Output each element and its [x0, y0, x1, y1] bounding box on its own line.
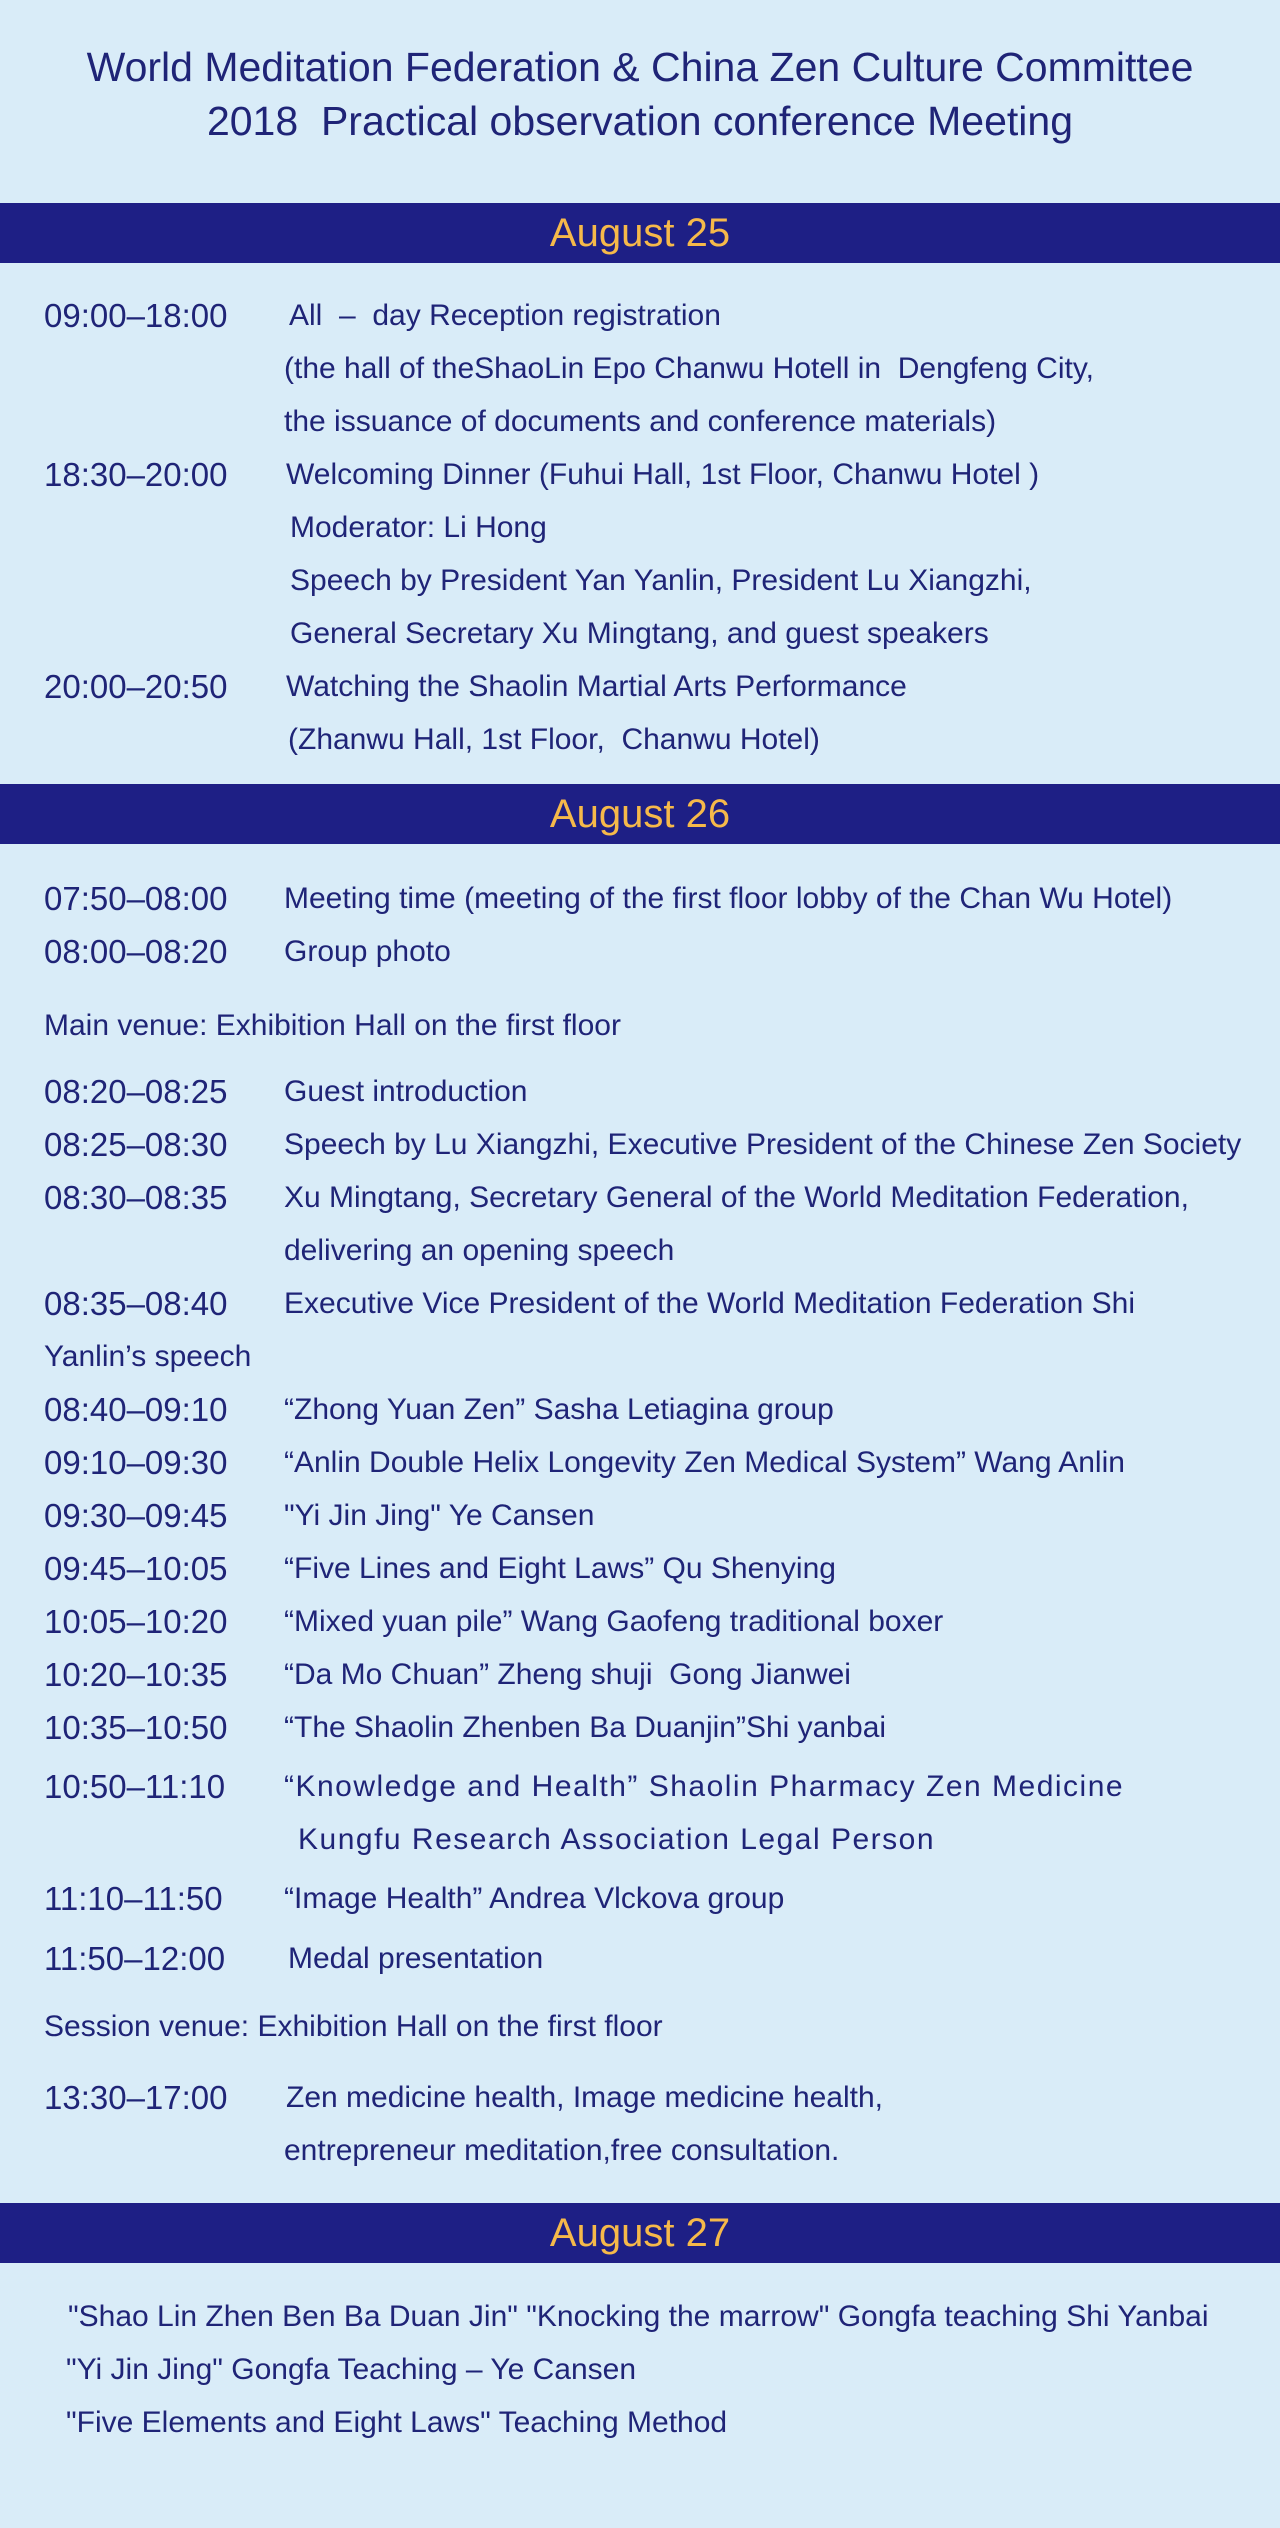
day-header-aug27: August 27	[0, 2203, 1280, 2263]
schedule-time: 10:35–10:50	[44, 1709, 228, 1746]
schedule-description: All – day Reception registration	[289, 299, 721, 332]
schedule-description: Zen medicine health, Image medicine health,	[286, 2081, 884, 2114]
schedule-time: 08:25–08:30	[44, 1126, 228, 1163]
schedule-description: “Anlin Double Helix Longevity Zen Medical System” Wang Anlin	[284, 1446, 1125, 1479]
teaching-item: "Shao Lin Zhen Ben Ba Duan Jin" "Knocking the marrow" Gongfa teaching Shi Yanbai	[68, 2300, 1209, 2333]
teaching-item: "Five Elements and Eight Laws" Teaching Method	[66, 2406, 728, 2439]
schedule-time: 09:30–09:45	[44, 1497, 228, 1534]
schedule-description: Guest introduction	[284, 1075, 528, 1108]
schedule-description: “Mixed yuan pile” Wang Gaofeng traditional boxer	[284, 1605, 944, 1638]
schedule-description: Watching the Shaolin Martial Arts Performance	[286, 670, 907, 703]
schedule-description: “Knowledge and Health” Shaolin Pharmacy Zen Medicine	[284, 1770, 1125, 1803]
day-header-aug25: August 25	[0, 203, 1280, 263]
schedule-description: Meeting time (meeting of the first floor lobby of the Chan Wu Hotel)	[284, 882, 1173, 915]
schedule-description: Group photo	[284, 935, 451, 968]
schedule-description: Welcoming Dinner (Fuhui Hall, 1st Floor, Chanwu Hotel )	[286, 458, 1040, 491]
schedule-description: Executive Vice President of the World Meditation Federation Shi	[284, 1287, 1136, 1320]
schedule-description: "Yi Jin Jing" Ye Cansen	[284, 1499, 595, 1532]
schedule-description-wrap: Yanlin’s speech	[44, 1340, 252, 1373]
schedule-description: Moderator: Li Hong	[290, 511, 547, 544]
schedule-time: 08:20–08:25	[44, 1073, 228, 1110]
teaching-item: "Yi Jin Jing" Gongfa Teaching – Ye Cansen	[66, 2353, 637, 2386]
schedule-description: “Five Lines and Eight Laws” Qu Shenying	[284, 1552, 836, 1585]
schedule-time: 11:10–11:50	[44, 1880, 223, 1917]
schedule-time: 10:05–10:20	[44, 1603, 228, 1640]
schedule-description: entrepreneur meditation,free consultation.	[284, 2134, 840, 2167]
schedule-description: Medal presentation	[288, 1942, 544, 1975]
schedule-time: 07:50–08:00	[44, 880, 228, 917]
schedule-description: “Image Health” Andrea Vlckova group	[284, 1882, 785, 1915]
schedule-description: Kungfu Research Association Legal Person	[298, 1823, 936, 1856]
schedule-time: 09:45–10:05	[44, 1550, 228, 1587]
schedule-time: 18:30–20:00	[44, 456, 228, 493]
schedule-time: 11:50–12:00	[44, 1940, 226, 1977]
schedule-time: 08:30–08:35	[44, 1179, 228, 1216]
venue-note: Main venue: Exhibition Hall on the first floor	[44, 1009, 621, 1042]
venue-note: Session venue: Exhibition Hall on the first floor	[44, 2010, 663, 2043]
schedule-time: 09:10–09:30	[44, 1444, 228, 1481]
schedule-time: 08:35–08:40	[44, 1285, 228, 1322]
schedule-time: 08:40–09:10	[44, 1391, 228, 1428]
title-line-2: 2018 Practical observation conference Meeting	[206, 98, 1074, 144]
day-header-aug26: August 26	[0, 784, 1280, 844]
schedule-time: 08:00–08:20	[44, 933, 228, 970]
schedule-description: delivering an opening speech	[284, 1234, 675, 1267]
schedule-time: 10:50–11:10	[44, 1768, 226, 1805]
schedule-description: Speech by Lu Xiangzhi, Executive President of the Chinese Zen Society	[284, 1128, 1242, 1161]
schedule-description: “Da Mo Chuan” Zheng shuji Gong Jianwei	[284, 1658, 851, 1691]
schedule-description: (Zhanwu Hall, 1st Floor, Chanwu Hotel)	[288, 723, 820, 756]
schedule-description: “Zhong Yuan Zen” Sasha Letiagina group	[284, 1393, 834, 1426]
schedule-description: General Secretary Xu Mingtang, and guest speakers	[290, 617, 989, 650]
schedule-description: Speech by President Yan Yanlin, President Lu Xiangzhi,	[290, 564, 1032, 597]
schedule-description: the issuance of documents and conference materials)	[284, 405, 997, 438]
schedule-description: “The Shaolin Zhenben Ba Duanjin”Shi yanbai	[284, 1711, 887, 1744]
schedule-description: (the hall of theShaoLin Epo Chanwu Hotell in Dengfeng City,	[284, 352, 1094, 385]
schedule-time: 09:00–18:00	[44, 297, 228, 334]
schedule-time: 10:20–10:35	[44, 1656, 228, 1693]
schedule-time: 13:30–17:00	[44, 2079, 228, 2116]
schedule-time: 20:00–20:50	[44, 668, 228, 705]
title-line-1: World Meditation Federation & China Zen Culture Committee	[86, 44, 1194, 90]
schedule-description: Xu Mingtang, Secretary General of the World Meditation Federation,	[284, 1181, 1189, 1214]
page-title	[0, 40, 1280, 148]
